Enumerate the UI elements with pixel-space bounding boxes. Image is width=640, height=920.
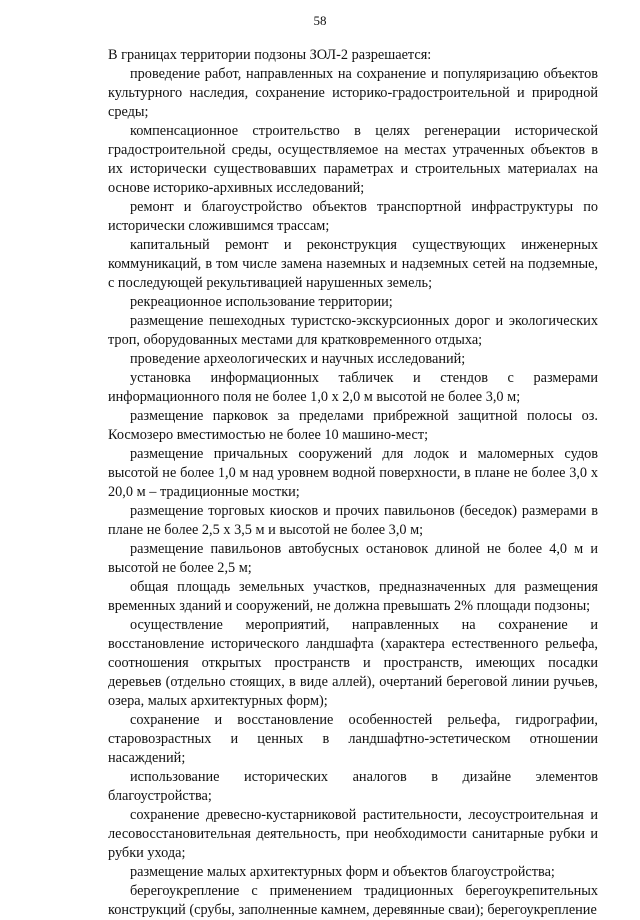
list-paragraph: капитальный ремонт и реконструкция существующих инженерных коммуникаций, в том числе замена наземных и надземных сетей на подземные, с последующей рекультивацией нарушенных земель; (108, 237, 598, 291)
list-paragraph: сохранение древесно-кустарниковой растительности, лесоустроительная и лесовосстановительная деятельность, при необходимости санитарные рубки и рубки ухода; (108, 807, 598, 861)
page-number: 58 (313, 13, 327, 28)
intro-paragraph: В границах территории подзоны ЗОЛ-2 разрешается: (108, 47, 432, 63)
list-paragraph: проведение археологических и научных исследований; (130, 351, 466, 367)
list-paragraph: размещение причальных сооружений для лодок и маломерных судов высотой не более 1,0 м над уровнем водной поверхности, в плане не более 3,0 х 20,0 м – традиционные мостки; (108, 446, 598, 500)
list-paragraph: проведение работ, направленных на сохранение и популяризацию объектов культурного наследия, сохранение историко-градостроительной и природной среды; (108, 66, 598, 120)
list-paragraph: использование исторических аналогов в дизайне элементов благоустройства; (108, 769, 598, 804)
body-text (108, 46, 598, 920)
list-paragraph: общая площадь земельных участков, предназначенных для размещения временных зданий и сооружений, не должна превышать 2% площади подзоны; (108, 579, 598, 614)
list-paragraph: размещение пешеходных туристско-экскурсионных дорог и экологических троп, оборудованных местами для кратковременного отдыха; (108, 313, 598, 348)
list-paragraph: установка информационных табличек и стендов с размерами информационного поля не более 1,0 х 2,0 м высотой не более 3,0 м; (108, 370, 598, 405)
list-paragraph: размещение малых архитектурных форм и объектов благоустройства; (130, 864, 555, 880)
list-paragraph: размещение торговых киосков и прочих павильонов (беседок) размерами в плане не более 2,5 х 3,5 м и высотой не более 3,0 м; (108, 503, 598, 538)
list-paragraph: осуществление мероприятий, направленных на сохранение и восстановление исторического ландшафта (характера естественного рельефа, соотношения открытых пространств и пространств, имеющих посадки деревьев (отдельно стоящих, в виде аллей), очертаний береговой линии ручьев, озера, малых архитектурных форм); (108, 617, 598, 709)
list-paragraph: размещение павильонов автобусных остановок длиной не более 4,0 м и высотой не более 2,5 м; (108, 541, 598, 576)
list-paragraph: сохранение и восстановление особенностей рельефа, гидрографии, старовозрастных и ценных в ландшафтно-эстетическом отношении насаждений; (108, 712, 598, 766)
list-paragraph: ремонт и благоустройство объектов транспортной инфраструктуры по исторически сложившимся трассам; (108, 199, 598, 234)
list-paragraph: берегоукрепление с применением традиционных берегоукрепительных конструкций (срубы, заполненные камнем, деревянные сваи); берегоукрепление (108, 883, 598, 918)
list-paragraph: размещение парковок за пределами прибрежной защитной полосы оз. Космозеро вместимостью не более 10 машино-мест; (108, 408, 598, 443)
list-paragraph: рекреационное использование территории; (130, 294, 393, 310)
list-paragraph: компенсационное строительство в целях регенерации исторической градостроительной среды, осуществляемое на местах утраченных объектов в их исторически существовавших параметрах и строительных материалах на основе историко-архивных исследований; (108, 123, 598, 196)
